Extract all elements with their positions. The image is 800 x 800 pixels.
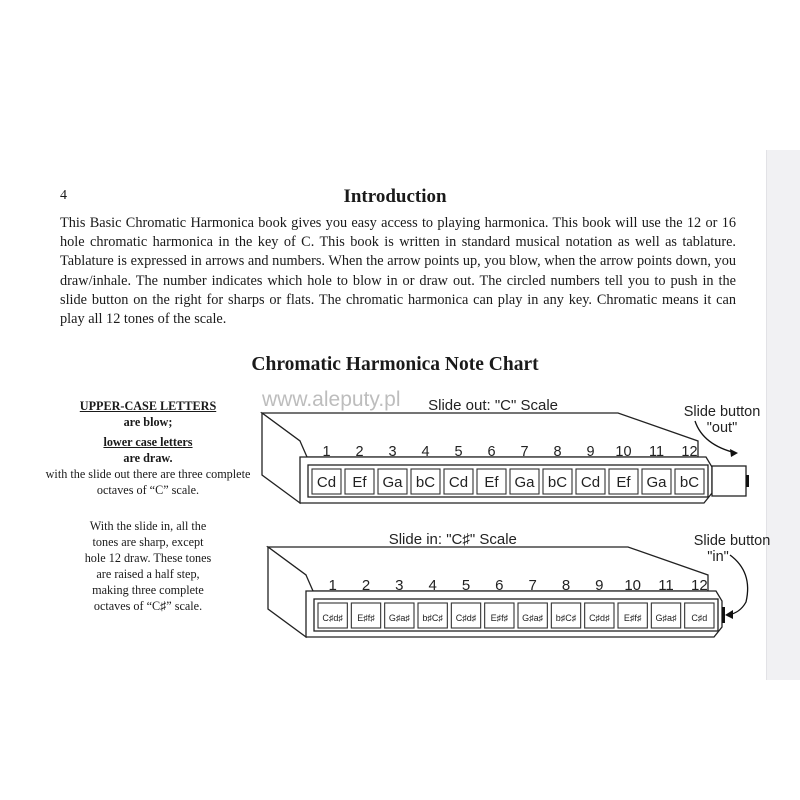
notes-slide-in: With the slide in, all the tones are sharp, except hole 12 draw. These tones are raised a half step, making three complete octaves of “C♯” scale. [84, 519, 212, 613]
slide-knob [746, 475, 749, 487]
note-label: E♯f♯ [623, 613, 642, 623]
note-label: G♯a♯ [655, 613, 677, 623]
slide-button-label: "in" [707, 549, 729, 565]
note-label: b♯C♯ [422, 613, 443, 623]
arrow-head-icon [725, 610, 733, 619]
hole-number: 6 [495, 577, 504, 594]
note-label: Cd [316, 474, 337, 491]
note-label: Ef [616, 474, 631, 491]
hole-number: 3 [388, 444, 397, 460]
arrow-head-icon [730, 449, 738, 457]
hole-number: 2 [355, 444, 364, 460]
note-label: Cd [580, 474, 601, 491]
note-label: Ef [484, 474, 499, 491]
page-title: Introduction [343, 186, 447, 207]
hole-number: 5 [454, 444, 463, 460]
note-label: E♯f♯ [490, 613, 509, 623]
hole-number: 9 [595, 577, 604, 594]
note-label: bC [415, 474, 436, 491]
note-label: G♯a♯ [388, 613, 410, 623]
slide-button [712, 466, 746, 496]
hole-number: 6 [487, 444, 496, 460]
hole-number: 4 [421, 444, 430, 460]
note-label: Ga [646, 474, 667, 491]
note-label: Cd [448, 474, 469, 491]
intro-paragraph: This Basic Chromatic Harmonica book gives you easy access to playing harmonica. This book will use the 12 or 16 hole chromatic harmonica in the key of C. This book is written in standard musical notation as well as tablature. Tablature is expressed in arrows and numbers. When the arrow points up, you blow, when the arrow points down, you draw/inhale. The number indicates which hole to blow in or draw out. The circled numbers tell you to push in the slide button on the right for sharps or flats. The chromatic harmonica can play in any key. Chromatic means it can play all 12 tones of the scale. [60, 215, 736, 328]
hole-number: 4 [428, 577, 437, 594]
scale-label: Slide out: "C" Scale [428, 397, 559, 414]
hole-number: 7 [528, 577, 537, 594]
hole-number: 11 [658, 577, 674, 594]
hole-number: 11 [648, 444, 665, 460]
hole-number: 8 [561, 577, 571, 594]
note-label: E♯f♯ [357, 613, 375, 623]
hole-number: 1 [328, 577, 337, 594]
hole-number: 10 [615, 444, 632, 460]
note-label: G♯a♯ [522, 613, 544, 623]
hole-number: 9 [586, 444, 595, 460]
hole-number: 12 [690, 577, 708, 594]
note-label: Ga [514, 474, 535, 491]
hole-number: 1 [322, 444, 331, 460]
hole-number: 3 [395, 577, 404, 594]
notes-line: UPPER-CASE LETTERS [79, 399, 217, 413]
chart-title: Chromatic Harmonica Note Chart [251, 354, 539, 375]
watermark: www.aleputy.pl [262, 388, 401, 411]
hole-number: 2 [361, 577, 371, 594]
note-label: C♯d♯ [455, 613, 477, 623]
note-label: C♯d♯ [589, 613, 610, 623]
arrow-icon [728, 555, 748, 615]
scale-label: Slide in: "C♯" Scale [388, 531, 517, 548]
note-label: b♯C♯ [555, 613, 577, 623]
hole-number: 10 [624, 577, 642, 594]
note-label: bC [547, 474, 568, 491]
page-number: 4 [60, 188, 67, 203]
hole-number: 8 [553, 444, 562, 460]
notes-line: with the slide out there are three complete octaves of “C” scale. [45, 467, 251, 497]
notes-line: are draw. [123, 451, 173, 465]
notes-line: lower case letters [103, 435, 193, 449]
slide-button-label: Slide button [683, 404, 761, 420]
slide-button-label: Slide button [693, 533, 771, 549]
note-label: bC [679, 474, 700, 491]
hole-number: 12 [681, 444, 698, 460]
note-label: C♯d [691, 613, 708, 623]
note-label: C♯d♯ [322, 613, 343, 623]
note-label: Ga [382, 474, 403, 491]
hole-number: 7 [520, 444, 529, 460]
notes-line: are blow; [123, 415, 173, 429]
slide-knob [722, 607, 725, 623]
hole-number: 5 [461, 577, 471, 594]
slide-button-label: "out" [706, 420, 738, 436]
note-label: Ef [352, 474, 367, 491]
